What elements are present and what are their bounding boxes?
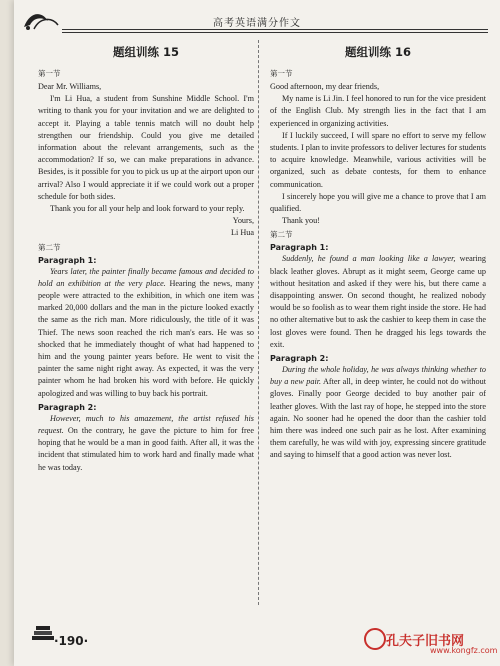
- paragraph-text: [38, 413, 254, 474]
- paragraph-text: [270, 364, 486, 462]
- speech-paragraph: My name is Li Jin. I feel honored to run for the vice president of the English Club. My strength lies in the fact that I am experienced in organizing activities.: [270, 94, 486, 128]
- header-rule: [62, 29, 488, 30]
- watermark-text: 孔夫子旧书网: [386, 634, 465, 649]
- salutation: Good afternoon, my dear friends,: [270, 82, 380, 91]
- signature: Li Hua: [231, 228, 254, 238]
- watermark-url: www.kongfz.com: [430, 646, 498, 655]
- paragraph-body: After all, in deep winter, he could not do without gloves. Finally poor George decided to buy another pair of leather gloves. With the last ray of hope, he stepped into the store again. No sooner had he opened the door than the cashier told him there was indeed one such pair as he lost. After examining them carefully, he was wild with joy, expressing sincere gratitude and saying to himself that a good action was never lost.: [270, 377, 486, 460]
- closing: Yours,: [232, 216, 254, 226]
- book-stack-icon: [30, 624, 56, 646]
- book-page: [14, 0, 500, 666]
- paragraph-body: On the contrary, he gave the picture to him for free hoping that he would be a man in good faith. After all, it was the incident that stimulated him to work hard and finally made what he was today.: [38, 426, 254, 472]
- section-label: 第二节: [270, 230, 293, 240]
- section-label: 第一节: [38, 69, 61, 78]
- letter-body: I'm Li Hua, a student from Sunshine Middle School. I'm writing to thank you for your invitation and we are delighted to accept it. Playing a table tennis match will no doubt help strengthen our friendship. Could you give me detailed information about the relevant arrangements, such as the accommodation? If so, we can make preparations in advance. Besides, is it possible for you to pick us up at the airport upon our arrival? Also I would appreciate it if we could work out a proper schedule for both sides.: [38, 94, 254, 201]
- salutation: Dear Mr. Williams,: [38, 82, 102, 91]
- watermark-seal-icon: [364, 628, 386, 650]
- page-number: ·190·: [54, 634, 89, 648]
- paragraph-label: Paragraph 1:: [270, 243, 329, 253]
- prompt-sentence: However, much to his amazement, the artist refused his request.: [38, 413, 254, 436]
- letter-thanks: Thank you for all your help and look forward to your reply.: [50, 204, 245, 214]
- section-label: 第一节: [270, 69, 293, 78]
- prompt-sentence: Suddenly, he found a man looking like a lawyer,: [282, 254, 456, 264]
- paragraph-label: Paragraph 2:: [38, 402, 97, 412]
- header-title: 高考英语满分作文: [213, 18, 301, 29]
- speech-thanks: Thank you!: [282, 216, 320, 226]
- page-header: [14, 2, 500, 36]
- exercise-title: 题组训练 16: [344, 45, 411, 59]
- paragraph-label: Paragraph 1:: [38, 255, 97, 265]
- section-label: 第二节: [38, 242, 61, 252]
- speech-paragraph: If I luckily succeed, I will spare no effort to serve my fellow students. I plan to invite professors to deliver lectures for students to acquire knowledge. Meanwhile, various activities will be organized, such as debate contests, for them to enhance communication.: [270, 130, 486, 189]
- prompt-sentence: Years later, the painter finally became famous and decided to hold an exhibition at the very place.: [38, 266, 254, 288]
- paragraph-text: [38, 266, 254, 400]
- paragraph-body: Hearing the news, many people were attracted to the exhibition, in which one item was marked 20,000 dollars and the man in the picture looked exactly the same as the rich man. More ridiculously, the title of it was Thief. The news soon reached the rich man's ears. He was so shocked that he immediately thought of what had happened to him and the young painter years before. He went to visit the painter the same night right away. As expected, it was the very painter whom he had broken his word with before. He quickly apologized and was willing to buy back his portrait.: [38, 278, 254, 398]
- left-column: [38, 40, 254, 474]
- prompt-sentence: During the whole holiday, he was always thinking whether to buy a new pair.: [270, 365, 486, 387]
- right-column: [270, 40, 486, 462]
- paragraph-text: [270, 253, 486, 351]
- paragraph-body: wearing black leather gloves. Abrupt as it might seem, George came up without hesitation and asked if they were his, but there came a disappointing answer. On second thought, he realized nobody would be so foolish as to wear them right inside the store. He had no other alternative but to ask the cashier to keep them in case the lost gloves were found. Then he dragged his legs towards the exit.: [270, 254, 486, 349]
- header-rule: [62, 32, 488, 33]
- exercise-title: 题组训练 15: [112, 45, 179, 59]
- speech-paragraph: I sincerely hope you will give me a chance to prove that I am qualified.: [270, 191, 486, 214]
- paragraph-label: Paragraph 2:: [270, 354, 329, 364]
- column-divider: [258, 40, 260, 605]
